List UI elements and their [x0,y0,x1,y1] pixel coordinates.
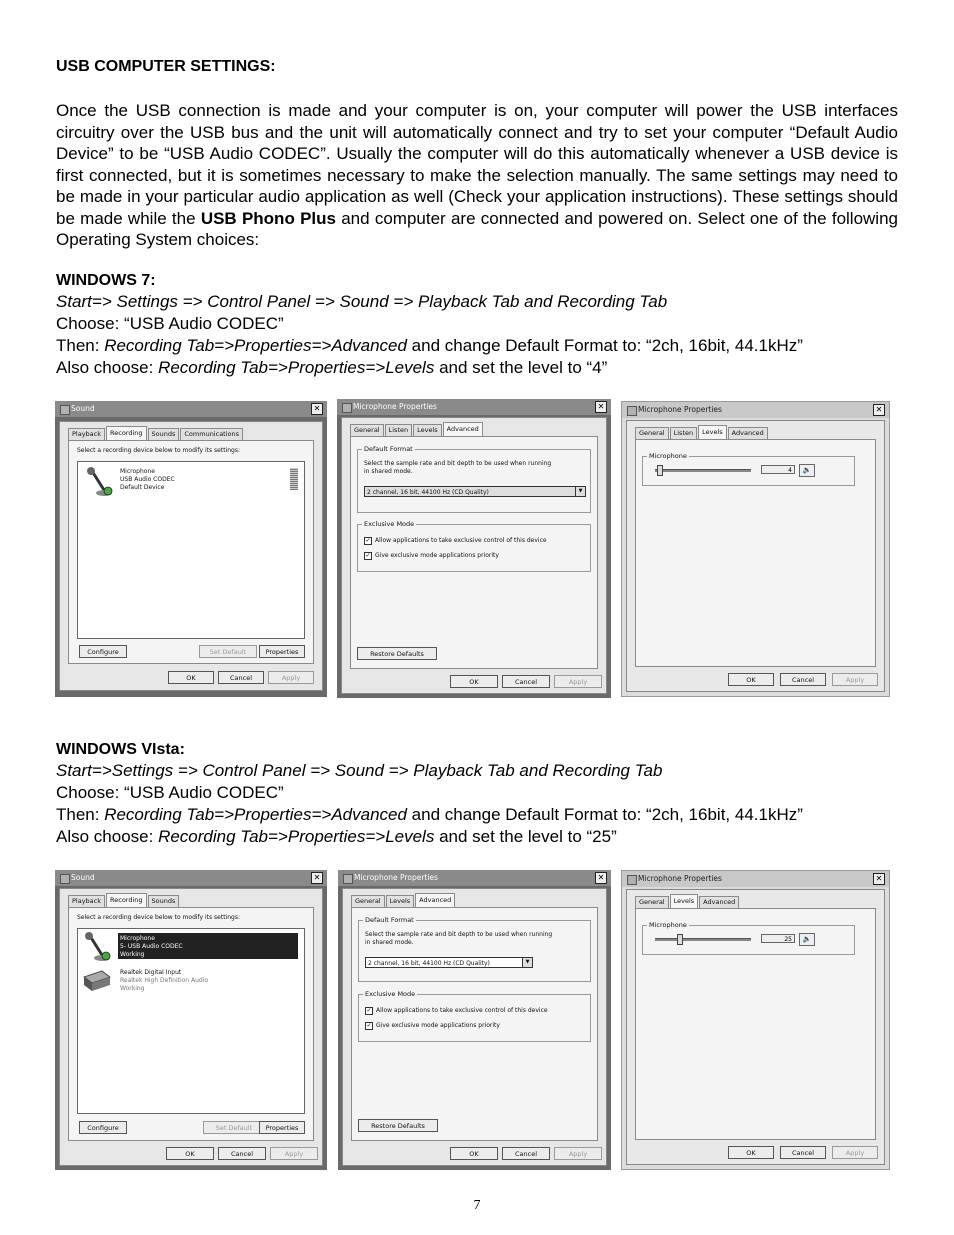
vista-heading: WINDOWS VIsta: [56,741,185,758]
microphone-small-icon [342,403,352,413]
win7-advanced-dialog [337,399,611,698]
tab-sounds[interactable]: Sounds [148,428,180,440]
win7-advanced-client [341,417,607,694]
microphone-icon [84,466,114,498]
recording-instruction: Select a recording device below to modify its settings: [77,914,241,921]
win7-advanced-tabs [350,422,484,436]
sound-card-icon [82,969,112,993]
speaker-icon [60,405,70,415]
exclusive-mode-group [358,990,591,1042]
default-format-select[interactable]: 2 channel, 16 bit, 44100 Hz (CD Quality) ▼ [364,486,586,497]
vista-advanced-client [342,888,607,1166]
tab-advanced[interactable]: Advanced [415,893,455,907]
apply-button[interactable]: Apply [554,675,602,688]
windows7-path: Start=> Settings => Control Panel => Sound => Playback Tab and Recording Tab [56,292,668,311]
microphone-level-group [642,921,855,955]
exclusive-mode-label: Exclusive Mode [365,990,416,998]
device-description: USB Audio CODEC [120,476,175,483]
default-format-select[interactable]: 2 channel, 16 bit, 44100 Hz (CD Quality) ▼ [365,957,533,968]
exclusive-control-checkbox[interactable]: ✓ [365,537,371,544]
microphone-level-label: Microphone [649,921,687,929]
vista-then: Then: Recording Tab=>Properties=>Advanced and change Default Format to: “2ch, 16bit, 44.1kHz” [56,805,803,824]
tab-advanced[interactable]: Advanced [728,427,768,439]
vista-sound-titlebar: Sound ✕ [55,870,327,886]
win7-levels-client [626,420,885,692]
apply-button[interactable]: Apply [832,673,878,686]
ok-button[interactable]: OK [166,1147,214,1160]
default-format-label: Default Format [364,445,413,453]
device-description: 5- USB Audio CODEC [120,943,183,950]
cancel-button[interactable]: Cancel [218,1147,266,1160]
exclusive-control-label: Allow applications to take exclusive control of this device [376,1007,548,1014]
format-description-2: in shared mode. [365,939,414,946]
tab-listen[interactable]: Listen [670,427,697,439]
microphone-level-group [642,452,855,486]
tab-sounds[interactable]: Sounds [148,895,180,907]
level-value[interactable]: 4 [761,465,795,474]
tab-levels[interactable]: Levels [413,424,442,436]
usb-settings-paragraph: Once the USB connection is made and your computer is on, your computer will power the USB interfaces circuitry over the USB bus and the unit will automatically connect and try to set your computer “Default Audio Device” to be “USB Audio CODEC”. Usually the computer will do this automatically whenever a USB device is first connected, but it is sometimes necessary to make the selection manually. The same settings may need to be made in your particular audio application as well (Check your application instructions). These settings should be made while the USB Phono Plus and computer are connected and powered on. Select one of the following Operating System choices: [56,101,898,249]
level-value[interactable]: 25 [761,934,795,943]
win7-sound-page [68,440,314,664]
slider-handle[interactable] [677,934,683,945]
recording-instruction: Select a recording device below to modify its settings: [77,447,241,454]
speaker-mute-icon[interactable]: 🔈 [799,933,815,946]
microphone-icon [82,931,112,963]
exclusive-priority-label: Give exclusive mode applications priority [375,552,499,559]
device-name: Microphone [120,468,155,475]
windows7-heading: WINDOWS 7: [56,272,156,289]
microphone-level-label: Microphone [649,452,687,460]
vista-advanced-page [351,907,598,1141]
win7-sound-titlebar: Sound ✕ [55,401,327,417]
vista-levels-dialog [621,870,890,1170]
vista-path: Start=>Settings => Control Panel => Sound => Playback Tab and Recording Tab [56,761,663,780]
tab-playback[interactable]: Playback [68,895,105,907]
microphone-small-icon [627,406,637,416]
microphone-small-icon [343,874,353,884]
default-format-group [357,445,591,513]
vista-levels-titlebar: Microphone Properties ✕ [622,871,889,887]
format-description: Select the sample rate and bit depth to be used when running [364,460,552,467]
tab-general[interactable]: General [635,427,669,439]
vista-sound-page [68,907,314,1141]
level-meter [290,468,298,490]
close-icon[interactable]: ✕ [311,872,323,884]
microphone-level-slider[interactable] [655,938,751,941]
recording-device-list[interactable] [77,461,305,639]
set-default-button[interactable]: Set Default [203,1121,265,1134]
win7-levels-tabs [635,425,769,439]
tab-general[interactable]: General [635,896,669,908]
tab-communications[interactable]: Communications [180,428,243,440]
vista-advanced-titlebar: Microphone Properties ✕ [338,870,611,886]
default-format-label: Default Format [365,916,414,924]
exclusive-mode-group [357,520,591,572]
win7-advanced-page [350,436,598,669]
speaker-mute-icon[interactable]: 🔈 [799,464,815,477]
tab-levels[interactable]: Levels [670,894,699,908]
microphone-small-icon [627,875,637,885]
tab-advanced[interactable]: Advanced [699,896,739,908]
win7-levels-dialog [621,401,890,697]
win7-advanced-titlebar: Microphone Properties ✕ [337,399,611,415]
format-description: Select the sample rate and bit depth to be used when running [365,931,553,938]
properties-button[interactable]: Properties [259,1121,305,1134]
device-status: Working [120,951,145,958]
chevron-down-icon[interactable]: ▼ [522,958,532,967]
tab-levels[interactable]: Levels [698,425,727,439]
configure-button[interactable]: Configure [79,645,127,658]
close-icon[interactable]: ✕ [595,872,607,884]
cancel-button[interactable]: Cancel [780,673,826,686]
vista-sound-tabs [68,893,180,907]
windows7-also: Also choose: Recording Tab=>Properties=>Levels and set the level to “4” [56,358,608,377]
exclusive-priority-checkbox[interactable]: ✓ [365,552,371,559]
ok-button[interactable]: OK [168,671,214,684]
cancel-button[interactable]: Cancel [218,671,264,684]
restore-defaults-button[interactable]: Restore Defaults [357,647,437,660]
vista-choose: Choose: “USB Audio CODEC” [56,783,284,802]
exclusive-priority-label: Give exclusive mode applications priority [376,1022,500,1029]
vista-levels-page [635,908,876,1140]
tab-general[interactable]: General [350,424,384,436]
tab-recording[interactable]: Recording [106,426,147,440]
vista-advanced-tabs [351,893,456,907]
device-status: Default Device [120,484,165,491]
device-status-2: Working [120,985,145,992]
ok-button[interactable]: OK [450,1147,498,1160]
exclusive-mode-label: Exclusive Mode [364,520,415,528]
page-number: 7 [473,1198,481,1213]
configure-button[interactable]: Configure [79,1121,127,1134]
recording-device-list[interactable] [77,928,305,1114]
device-name-2: Realtek Digital Input [120,969,182,976]
speaker-icon [60,874,70,884]
tab-general[interactable]: General [351,895,385,907]
chevron-down-icon[interactable]: ▼ [575,487,585,496]
apply-button[interactable]: Apply [268,671,314,684]
tab-advanced[interactable]: Advanced [443,422,483,436]
microphone-level-slider[interactable] [655,469,751,472]
apply-button[interactable]: Apply [270,1147,318,1160]
tab-listen[interactable]: Listen [385,424,412,436]
exclusive-control-checkbox[interactable]: ✓ [366,1007,372,1014]
apply-button[interactable]: Apply [832,1146,878,1159]
properties-button[interactable]: Properties [259,645,305,658]
close-icon[interactable]: ✕ [873,404,885,416]
restore-defaults-button[interactable]: Restore Defaults [358,1119,438,1132]
tab-recording[interactable]: Recording [106,893,147,907]
cancel-button[interactable]: Cancel [780,1146,826,1159]
vista-sound-dialog [55,870,327,1170]
vista-levels-tabs [635,894,740,908]
exclusive-control-label: Allow applications to take exclusive control of this device [375,537,547,544]
apply-button[interactable]: Apply [554,1147,602,1160]
exclusive-priority-checkbox[interactable]: ✓ [366,1022,372,1029]
slider-handle[interactable] [657,465,663,476]
vista-levels-client [626,889,885,1165]
tab-levels[interactable]: Levels [386,895,415,907]
tab-playback[interactable]: Playback [68,428,105,440]
cancel-button[interactable]: Cancel [502,1147,550,1160]
set-default-button[interactable]: Set Default [199,645,257,658]
vista-also: Also choose: Recording Tab=>Properties=>Levels and set the level to “25” [56,827,617,846]
ok-button[interactable]: OK [450,675,498,688]
vista-sound-client [59,888,323,1166]
ok-button[interactable]: OK [728,673,774,686]
cancel-button[interactable]: Cancel [502,675,550,688]
device-description-2: Realtek High Definition Audio [120,977,209,984]
format-description-2: in shared mode. [364,468,413,475]
win7-sound-dialog [55,401,327,697]
close-icon[interactable]: ✕ [873,873,885,885]
windows7-then: Then: Recording Tab=>Properties=>Advanced and change Default Format to: “2ch, 16bit, 44.1kHz” [56,336,803,355]
win7-levels-page [635,439,876,667]
win7-sound-tabs [68,426,244,440]
default-format-group [358,916,591,982]
usb-settings-heading: USB COMPUTER SETTINGS: [56,58,276,75]
device-name: Microphone [120,935,155,942]
close-icon[interactable]: ✕ [311,403,323,415]
close-icon[interactable]: ✕ [595,401,607,413]
win7-sound-client [59,421,323,691]
win7-levels-titlebar: Microphone Properties ✕ [622,402,889,418]
windows7-choose: Choose: “USB Audio CODEC” [56,314,284,333]
ok-button[interactable]: OK [728,1146,774,1159]
vista-advanced-dialog [338,870,611,1170]
